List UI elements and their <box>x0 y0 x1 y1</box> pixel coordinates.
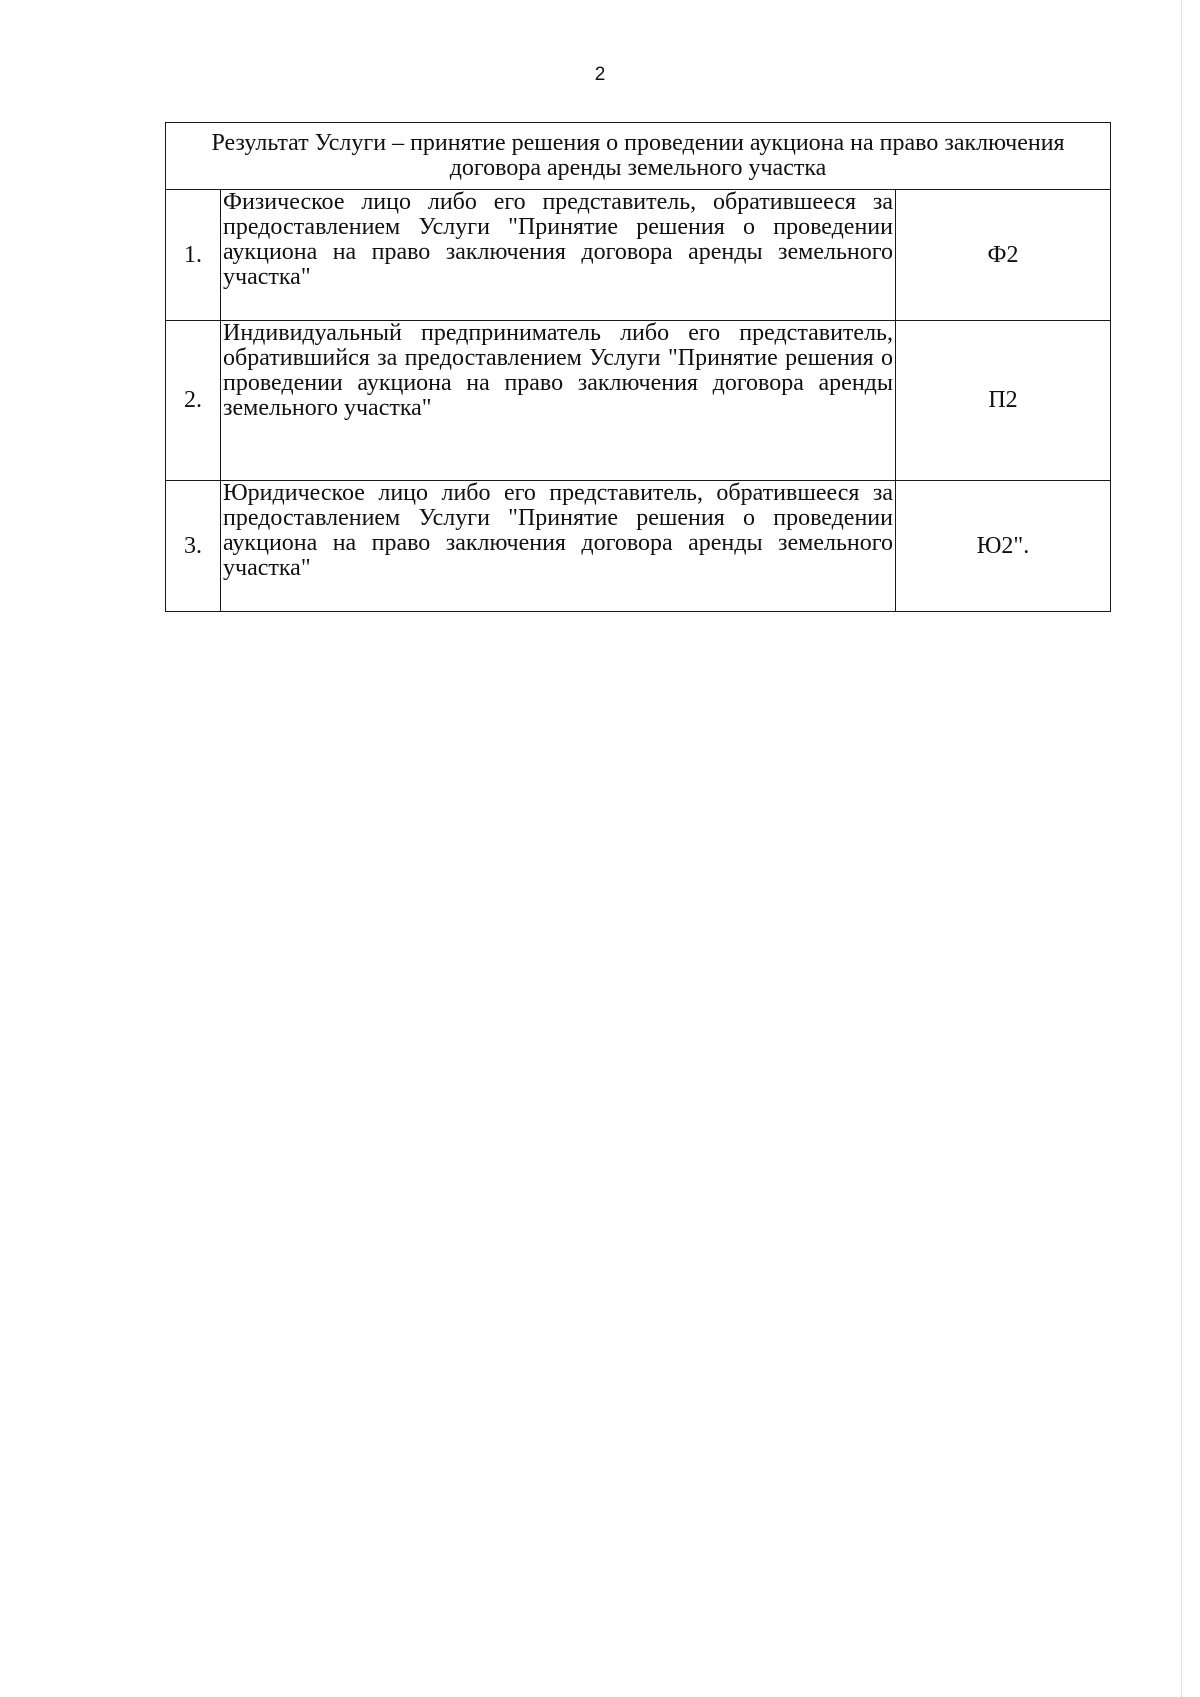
table-row <box>166 190 1111 321</box>
row-description: Индивидуальный предприниматель либо его представитель, обратившийся за предоставлением Услуги "Принятие решения о проведении аукциона на право заключения договора аренды земельного участка" <box>221 321 896 481</box>
table-header-cell: Результат Услуги – принятие решения о проведении аукциона на право заключения договора аренды земельного участка <box>166 123 1111 190</box>
scan-edge-line <box>1181 0 1182 1697</box>
table-header-row <box>166 123 1111 190</box>
table-row <box>166 321 1111 481</box>
row-description: Юридическое лицо либо его представитель, обратившееся за предоставлением Услуги "Принятие решения о проведении аукциона на право заключения договора аренды земельного участка" <box>221 481 896 612</box>
row-code: П2 <box>896 321 1111 481</box>
row-description: Физическое лицо либо его представитель, обратившееся за предоставлением Услуги "Принятие решения о проведении аукциона на право заключения договора аренды земельного участка" <box>221 190 896 321</box>
page-number: 2 <box>594 64 606 85</box>
row-code: Ф2 <box>896 190 1111 321</box>
row-code: Ю2". <box>896 481 1111 612</box>
row-number: 2. <box>166 321 221 481</box>
row-number: 3. <box>166 481 221 612</box>
service-result-table <box>165 122 1111 612</box>
row-number: 1. <box>166 190 221 321</box>
table-row <box>166 481 1111 612</box>
